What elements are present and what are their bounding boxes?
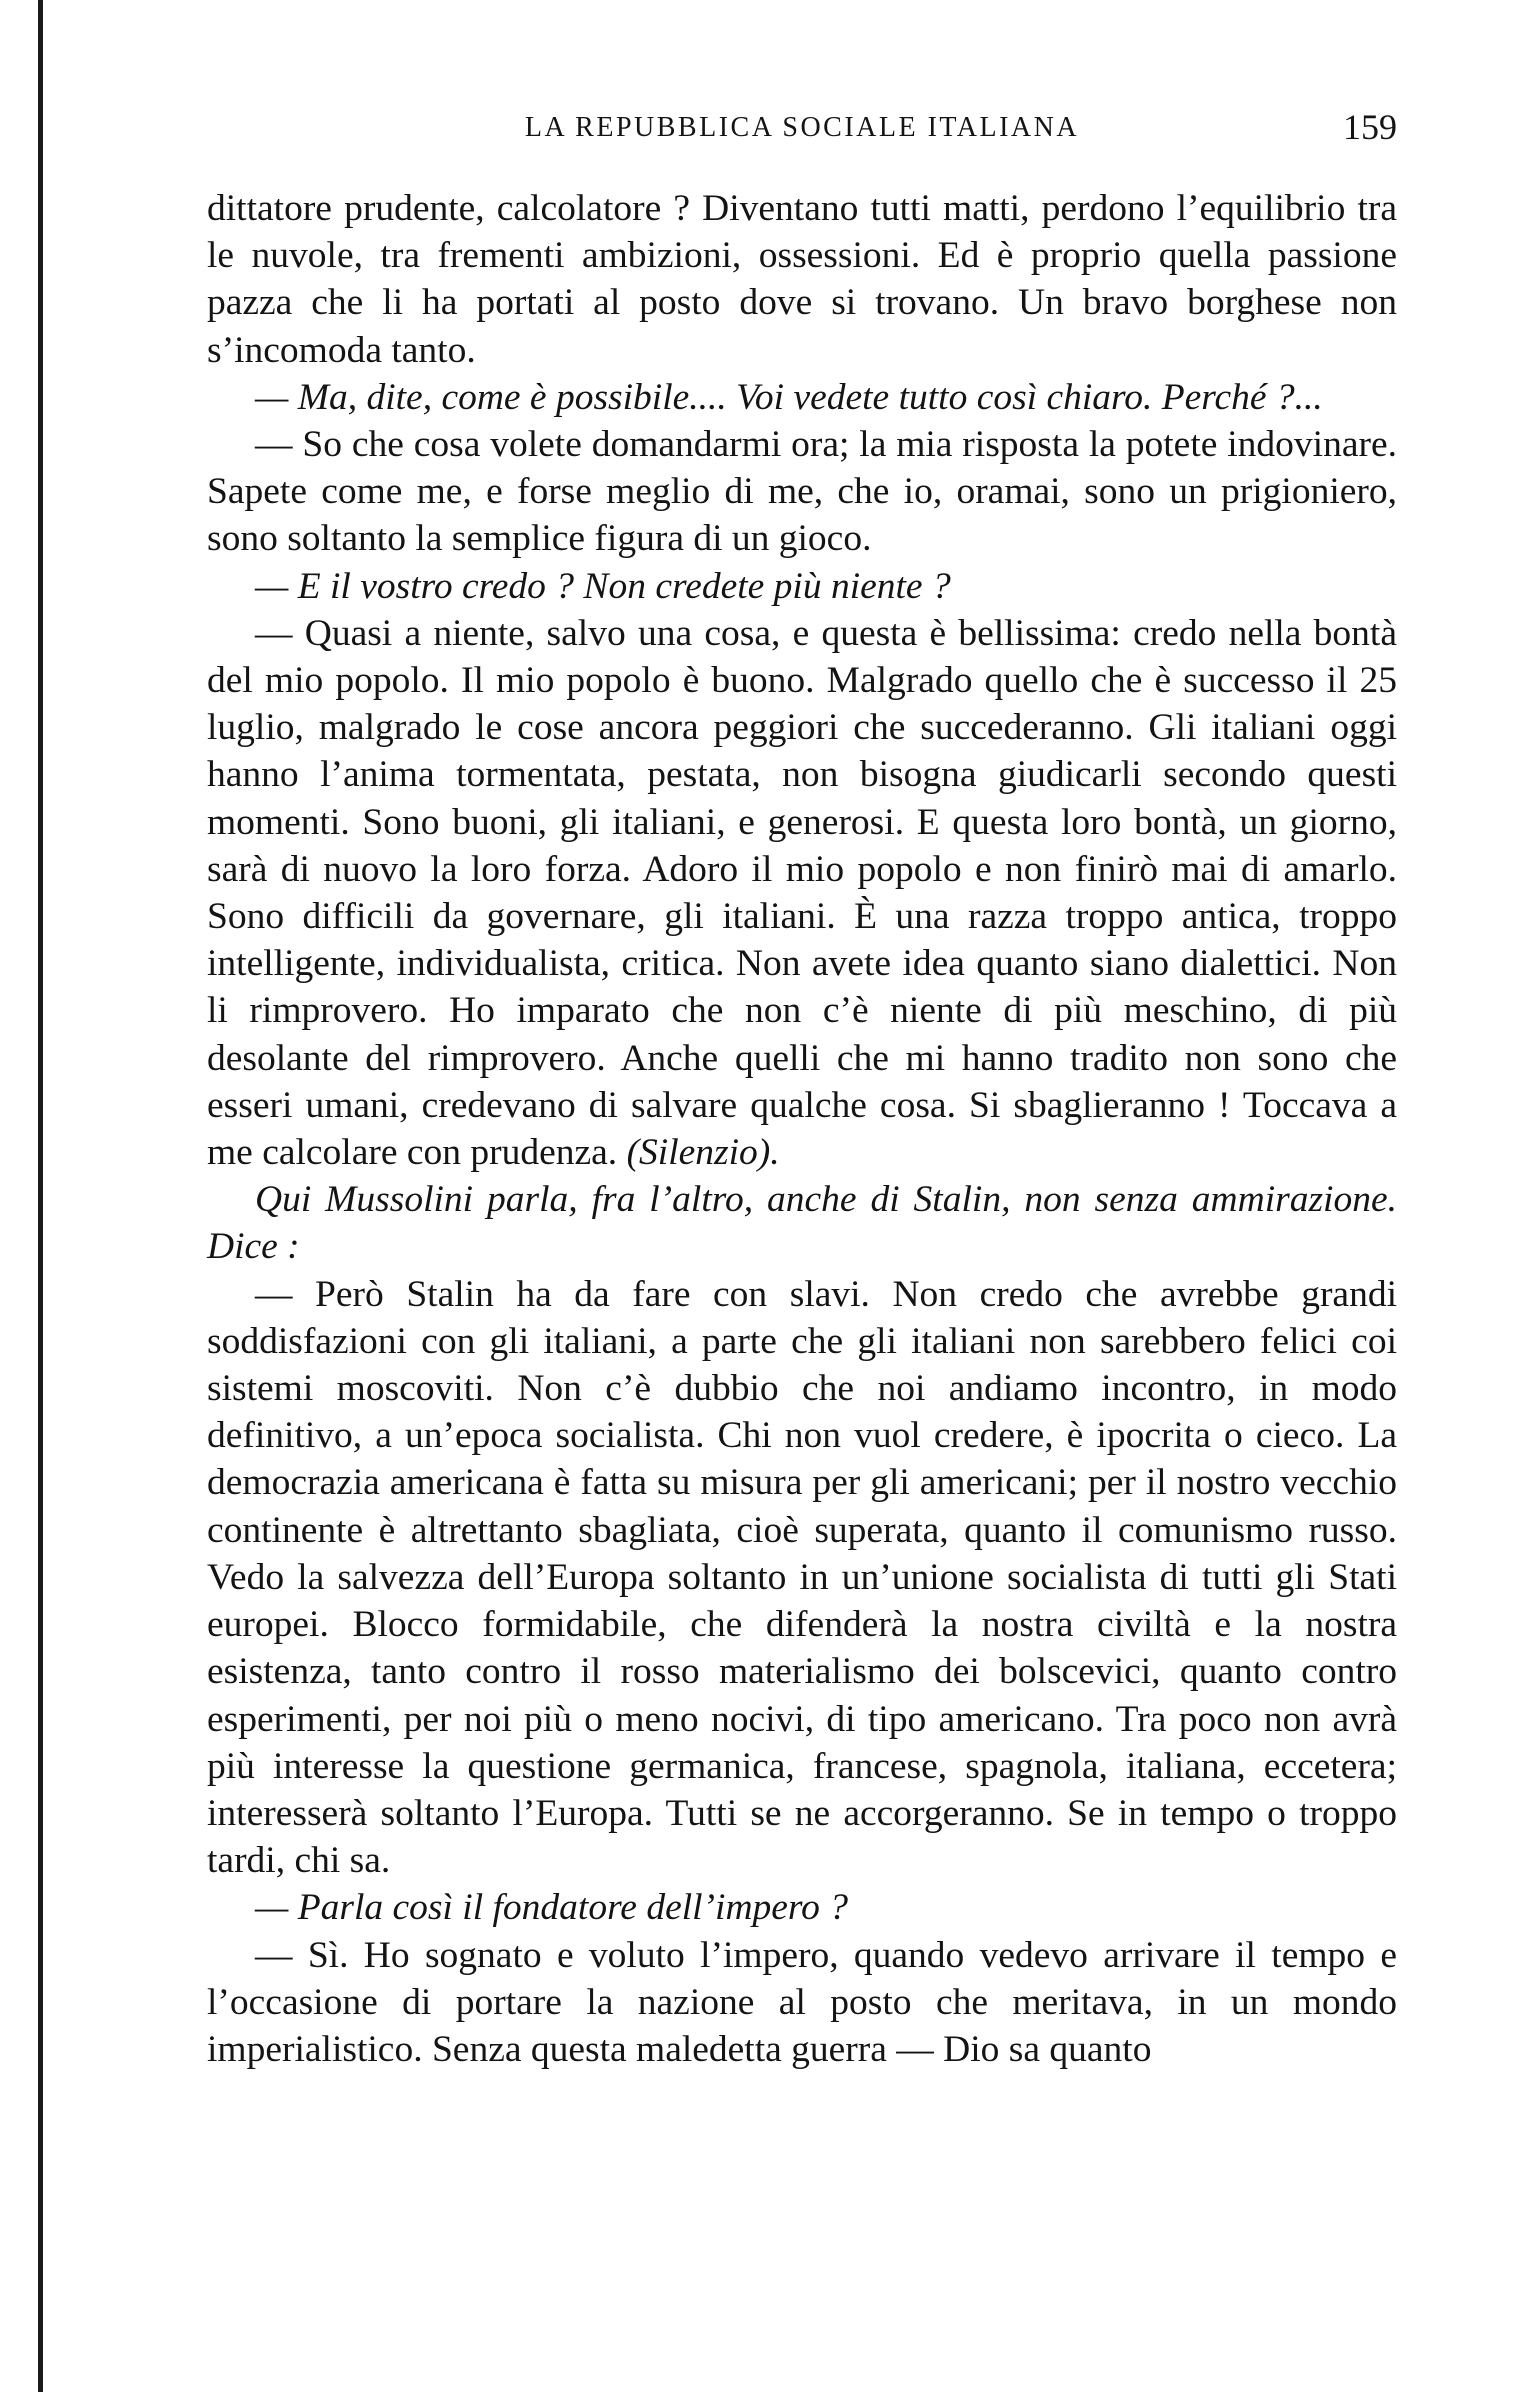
paragraph-5	[207, 610, 1397, 1176]
running-title: LA REPUBBLICA SOCIALE ITALIANA	[524, 112, 1080, 143]
paragraph-7: — Però Stalin ha da fare con slavi. Non credo che avrebbe grandi soddisfazioni con gli italiani, a parte che gli italiani non sarebbero felici coi sistemi moscoviti. Non c’è dubbio che noi andiamo incontro, in modo definitivo, a un’epoca socialista. Chi non vuol credere, è ipocrita o cieco. La democrazia americana è fatta su misura per gli americani; per il nostro vecchio continente è altrettanto sbagliata, cioè superata, quanto il comunismo russo. Vedo la salvezza dell’Europa soltanto in un’unione socialista di tutti gli Stati europei. Blocco formidabile, che difenderà la nostra civiltà e la nostra esistenza, tanto contro il rosso materialismo dei bolscevici, quanto contro esperimenti, per noi più o meno nocivi, di tipo americano. Tra poco non avrà più interesse la questione germanica, francese, spagnola, italiana, eccetera; interesserà soltanto l’Europa. Tutti se ne accorgeranno. Se in tempo o troppo tardi, chi sa.	[207, 1273, 1397, 1882]
question-1: — Ma, dite, come è possibile.... Voi vedete tutto così chiaro. Perché ?...	[255, 376, 1323, 418]
page-binding-edge	[38, 0, 43, 2392]
book-page	[207, 100, 1397, 2073]
question-3: — Parla così il fondatore dell’impero ?	[255, 1887, 849, 1929]
paragraph-5-text: — Quasi a niente, salvo una cosa, e questa è bellissima: credo nella bontà del mio popolo. Il mio popolo è buono. Malgrado quello che è successo il 25 luglio, malgrado le cose ancora peggiori che succederanno. Gli italiani oggi hanno l’anima tormentata, pestata, non bisogna giudicarli secondo questi momenti. Sono buoni, gli italiani, e generosi. E questa loro bontà, un giorno, sarà di nuovo la loro forza. Adoro il mio popolo e non finirò mai di amarlo. Sono difficili da governare, gli italiani. È una razza troppo antica, troppo intelligente, individualista, critica. Non avete idea quanto siano dialettici. Non li rimprovero. Ho imparato che non c’è niente di più meschino, di più desolante del rimprovero. Anche quelli che mi hanno tradito non sono che esseri umani, credevano di salvare qualche cosa. Si sbaglieranno ! Toccava a me calcolare con prudenza.	[207, 612, 1397, 1174]
paragraph-9: — Sì. Ho sognato e voluto l’impero, quando vedevo arrivare il tempo e l’occasione di portare la nazione al posto che meritava, in un mondo imperialistico. Senza questa maledetta guerra — Dio sa quanto	[207, 1934, 1397, 2070]
stage-direction: (Silenzio).	[626, 1132, 780, 1174]
question-2: — E il vostro credo ? Non credete più niente ?	[255, 565, 951, 607]
body-text	[207, 185, 1397, 2073]
narration-paragraph: Qui Mussolini parla, fra l’altro, anche di Stalin, non senza ammirazione. Dice :	[207, 1179, 1397, 1268]
page-number: 159	[1343, 107, 1397, 147]
running-head	[207, 100, 1397, 160]
paragraph-1: dittatore prudente, calcolatore ? Diventano tutti matti, perdono l’equilibrio tra le nuvole, tra frementi ambizioni, ossessioni. Ed è proprio quella passione pazza che li ha portati al posto dove si trovano. Un bravo borghese non s’incomoda tanto.	[207, 188, 1397, 371]
paragraph-3: — So che cosa volete domandarmi ora; la mia risposta la potete indovinare. Sapete come me, e forse meglio di me, che io, oramai, sono un prigioniero, sono soltanto la semplice figura di un gioco.	[207, 424, 1397, 560]
